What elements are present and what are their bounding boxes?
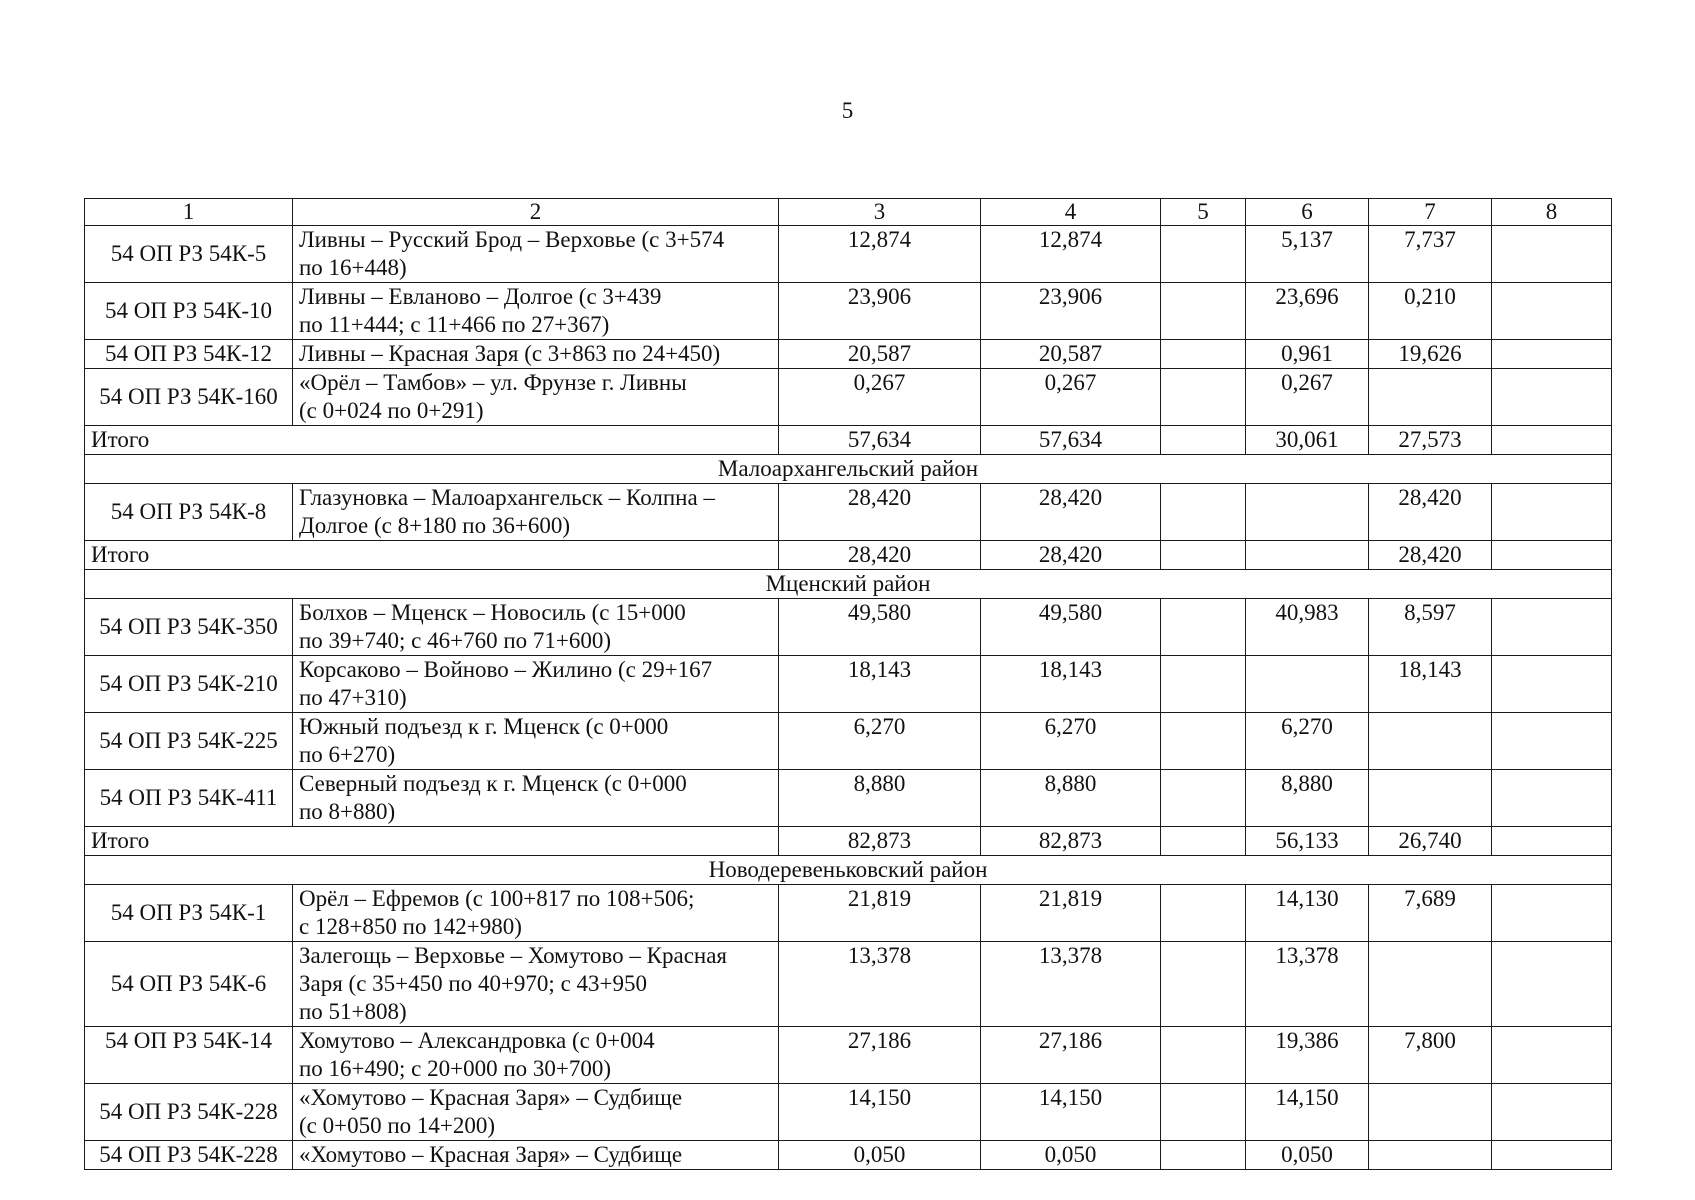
road-name (293, 283, 779, 340)
total-label: Итого (85, 541, 779, 570)
road-name (293, 369, 779, 426)
road-value-c8 (1492, 713, 1612, 770)
road-value-c6: 5,137 (1246, 226, 1369, 283)
road-name-line: Южный подъезд к г. Мценск (с 0+000 (299, 714, 669, 739)
total-row (85, 541, 1612, 570)
road-value-c6: 14,150 (1246, 1084, 1369, 1141)
road-value-c6: 13,378 (1246, 942, 1369, 1027)
road-code: 54 ОП РЗ 54К-8 (85, 484, 293, 541)
road-value-c4: 27,186 (981, 1027, 1161, 1084)
road-value-c4: 0,050 (981, 1141, 1161, 1170)
road-value-c8 (1492, 226, 1612, 283)
road-row (85, 713, 1612, 770)
road-value-c6: 0,267 (1246, 369, 1369, 426)
road-value-c8 (1492, 1084, 1612, 1141)
road-row (85, 599, 1612, 656)
road-code: 54 ОП РЗ 54К-10 (85, 283, 293, 340)
district-heading: Мценский район (85, 570, 1612, 599)
road-value-c7: 0,210 (1369, 283, 1492, 340)
road-name-line: по 6+270) (299, 742, 396, 767)
total-value-c8 (1492, 827, 1612, 856)
road-code: 54 ОП РЗ 54К-228 (85, 1084, 293, 1141)
road-value-c5 (1161, 713, 1246, 770)
road-name (293, 340, 779, 369)
column-header: 5 (1161, 199, 1246, 226)
road-name-line: (с 0+050 по 14+200) (299, 1113, 496, 1138)
road-value-c3: 27,186 (779, 1027, 981, 1084)
road-code: 54 ОП РЗ 54К-14 (85, 1027, 293, 1084)
road-name (293, 656, 779, 713)
district-row (85, 570, 1612, 599)
road-value-c3: 13,378 (779, 942, 981, 1027)
road-value-c7: 18,143 (1369, 656, 1492, 713)
road-code: 54 ОП РЗ 54К-225 (85, 713, 293, 770)
road-row (85, 226, 1612, 283)
road-value-c8 (1492, 885, 1612, 942)
road-name (293, 599, 779, 656)
road-value-c5 (1161, 942, 1246, 1027)
road-row (85, 283, 1612, 340)
road-row (85, 1084, 1612, 1141)
column-header: 6 (1246, 199, 1369, 226)
road-row (85, 770, 1612, 827)
road-value-c3: 14,150 (779, 1084, 981, 1141)
road-value-c3: 6,270 (779, 713, 981, 770)
total-value-c7: 26,740 (1369, 827, 1492, 856)
column-header: 8 (1492, 199, 1612, 226)
road-value-c4: 20,587 (981, 340, 1161, 369)
road-name-line: по 51+808) (299, 999, 407, 1024)
road-value-c3: 20,587 (779, 340, 981, 369)
road-name-line: по 39+740; с 46+760 по 71+600) (299, 628, 612, 653)
total-value-c6: 30,061 (1246, 426, 1369, 455)
road-value-c7 (1369, 369, 1492, 426)
road-value-c6: 40,983 (1246, 599, 1369, 656)
district-row (85, 455, 1612, 484)
road-value-c3: 0,267 (779, 369, 981, 426)
road-value-c6: 14,130 (1246, 885, 1369, 942)
road-value-c7: 7,737 (1369, 226, 1492, 283)
road-code: 54 ОП РЗ 54К-350 (85, 599, 293, 656)
road-value-c4: 8,880 (981, 770, 1161, 827)
total-row (85, 827, 1612, 856)
road-value-c8 (1492, 1027, 1612, 1084)
column-header: 2 (293, 199, 779, 226)
total-value-c6 (1246, 541, 1369, 570)
total-value-c3: 28,420 (779, 541, 981, 570)
road-name-line: Глазуновка – Малоархангельск – Колпна – (299, 485, 715, 510)
total-value-c7: 28,420 (1369, 541, 1492, 570)
road-value-c8 (1492, 1141, 1612, 1170)
road-code: 54 ОП РЗ 54К-6 (85, 942, 293, 1027)
road-value-c7: 7,689 (1369, 885, 1492, 942)
road-code: 54 ОП РЗ 54К-1 (85, 885, 293, 942)
total-value-c4: 28,420 (981, 541, 1161, 570)
road-value-c4: 6,270 (981, 713, 1161, 770)
road-value-c7 (1369, 942, 1492, 1027)
road-name-line: по 16+448) (299, 255, 407, 280)
road-value-c4: 0,267 (981, 369, 1161, 426)
total-label: Итого (85, 827, 779, 856)
road-value-c5 (1161, 226, 1246, 283)
road-name (293, 885, 779, 942)
table-header-row (85, 199, 1612, 226)
total-value-c7: 27,573 (1369, 426, 1492, 455)
road-value-c7 (1369, 1084, 1492, 1141)
road-code: 54 ОП РЗ 54К-210 (85, 656, 293, 713)
road-value-c5 (1161, 599, 1246, 656)
road-value-c8 (1492, 340, 1612, 369)
road-value-c5 (1161, 340, 1246, 369)
road-row (85, 340, 1612, 369)
road-code: 54 ОП РЗ 54К-228 (85, 1141, 293, 1170)
total-value-c5 (1161, 426, 1246, 455)
road-name-line: (с 0+024 по 0+291) (299, 398, 484, 423)
road-value-c5 (1161, 484, 1246, 541)
road-value-c5 (1161, 1084, 1246, 1141)
road-name-line: Залегощь – Верховье – Хомутово – Красная (299, 943, 727, 968)
district-row (85, 856, 1612, 885)
road-value-c8 (1492, 599, 1612, 656)
road-name-line: по 8+880) (299, 799, 396, 824)
road-row (85, 656, 1612, 713)
road-value-c4: 49,580 (981, 599, 1161, 656)
road-value-c6 (1246, 484, 1369, 541)
district-heading: Новодеревеньковский район (85, 856, 1612, 885)
road-name (293, 770, 779, 827)
road-value-c4: 12,874 (981, 226, 1161, 283)
total-row (85, 426, 1612, 455)
road-code: 54 ОП РЗ 54К-12 (85, 340, 293, 369)
road-code: 54 ОП РЗ 54К-411 (85, 770, 293, 827)
road-value-c8 (1492, 656, 1612, 713)
road-value-c5 (1161, 770, 1246, 827)
road-value-c3: 23,906 (779, 283, 981, 340)
road-name-line: «Хомутово – Красная Заря» – Судбище (299, 1142, 683, 1167)
road-name-line: по 11+444; с 11+466 по 27+367) (299, 312, 610, 337)
road-value-c7: 28,420 (1369, 484, 1492, 541)
road-value-c6: 0,961 (1246, 340, 1369, 369)
road-row (85, 1027, 1612, 1084)
road-name-line: Долгое (с 8+180 по 36+600) (299, 513, 570, 538)
total-label: Итого (85, 426, 779, 455)
road-name (293, 713, 779, 770)
road-code: 54 ОП РЗ 54К-5 (85, 226, 293, 283)
road-name-line: Орёл – Ефремов (с 100+817 по 108+506; (299, 886, 695, 911)
road-value-c8 (1492, 770, 1612, 827)
road-value-c4: 14,150 (981, 1084, 1161, 1141)
road-name (293, 1141, 779, 1170)
road-value-c7: 19,626 (1369, 340, 1492, 369)
road-value-c5 (1161, 1027, 1246, 1084)
road-name-line: Корсаково – Войново – Жилино (с 29+167 (299, 657, 713, 682)
road-value-c4: 28,420 (981, 484, 1161, 541)
total-value-c4: 57,634 (981, 426, 1161, 455)
road-value-c4: 21,819 (981, 885, 1161, 942)
road-value-c7 (1369, 713, 1492, 770)
road-name-line: «Орёл – Тамбов» – ул. Фрунзе г. Ливны (299, 370, 687, 395)
road-value-c4: 23,906 (981, 283, 1161, 340)
road-row (85, 484, 1612, 541)
column-header: 4 (981, 199, 1161, 226)
road-value-c6: 23,696 (1246, 283, 1369, 340)
road-name-line: «Хомутово – Красная Заря» – Судбище (299, 1085, 683, 1110)
road-value-c3: 21,819 (779, 885, 981, 942)
road-value-c8 (1492, 369, 1612, 426)
road-name-line: Хомутово – Александровка (с 0+004 (299, 1028, 655, 1053)
total-value-c4: 82,873 (981, 827, 1161, 856)
road-name (293, 942, 779, 1027)
roads-table (84, 198, 1612, 1170)
road-value-c7 (1369, 1141, 1492, 1170)
road-name-line: Ливны – Красная Заря (с 3+863 по 24+450) (299, 341, 721, 366)
road-row (85, 885, 1612, 942)
total-value-c6: 56,133 (1246, 827, 1369, 856)
road-name-line: с 128+850 по 142+980) (299, 914, 522, 939)
road-value-c5 (1161, 656, 1246, 713)
road-value-c6: 0,050 (1246, 1141, 1369, 1170)
road-name (293, 484, 779, 541)
road-name (293, 1027, 779, 1084)
road-value-c8 (1492, 283, 1612, 340)
column-header: 3 (779, 199, 981, 226)
road-value-c6: 6,270 (1246, 713, 1369, 770)
district-heading: Малоархангельский район (85, 455, 1612, 484)
road-value-c3: 18,143 (779, 656, 981, 713)
road-name-line: Ливны – Русский Брод – Верховье (с 3+574 (299, 227, 725, 252)
road-row (85, 369, 1612, 426)
road-value-c5 (1161, 1141, 1246, 1170)
total-value-c5 (1161, 541, 1246, 570)
total-value-c5 (1161, 827, 1246, 856)
road-value-c5 (1161, 283, 1246, 340)
road-code: 54 ОП РЗ 54К-160 (85, 369, 293, 426)
road-name-line: по 16+490; с 20+000 по 30+700) (299, 1056, 612, 1081)
road-name (293, 1084, 779, 1141)
road-value-c7: 8,597 (1369, 599, 1492, 656)
road-value-c7: 7,800 (1369, 1027, 1492, 1084)
road-value-c8 (1492, 484, 1612, 541)
road-value-c6: 19,386 (1246, 1027, 1369, 1084)
road-value-c5 (1161, 369, 1246, 426)
road-name-line: Болхов – Мценск – Новосиль (с 15+000 (299, 600, 686, 625)
road-value-c6: 8,880 (1246, 770, 1369, 827)
road-name (293, 226, 779, 283)
road-value-c3: 0,050 (779, 1141, 981, 1170)
road-value-c4: 13,378 (981, 942, 1161, 1027)
road-value-c3: 28,420 (779, 484, 981, 541)
column-header: 1 (85, 199, 293, 226)
road-name-line: Северный подъезд к г. Мценск (с 0+000 (299, 771, 687, 796)
road-name-line: Ливны – Евланово – Долгое (с 3+439 (299, 284, 662, 309)
road-value-c6 (1246, 656, 1369, 713)
road-value-c5 (1161, 885, 1246, 942)
total-value-c3: 82,873 (779, 827, 981, 856)
column-header: 7 (1369, 199, 1492, 226)
page-number: 5 (841, 98, 854, 123)
road-value-c3: 49,580 (779, 599, 981, 656)
road-row (85, 942, 1612, 1027)
road-value-c8 (1492, 942, 1612, 1027)
total-value-c3: 57,634 (779, 426, 981, 455)
total-value-c8 (1492, 426, 1612, 455)
road-value-c4: 18,143 (981, 656, 1161, 713)
road-row (85, 1141, 1612, 1170)
road-value-c7 (1369, 770, 1492, 827)
road-value-c3: 8,880 (779, 770, 981, 827)
total-value-c8 (1492, 541, 1612, 570)
road-value-c3: 12,874 (779, 226, 981, 283)
road-name-line: Заря (с 35+450 по 40+970; с 43+950 (299, 971, 647, 996)
road-name-line: по 47+310) (299, 685, 407, 710)
